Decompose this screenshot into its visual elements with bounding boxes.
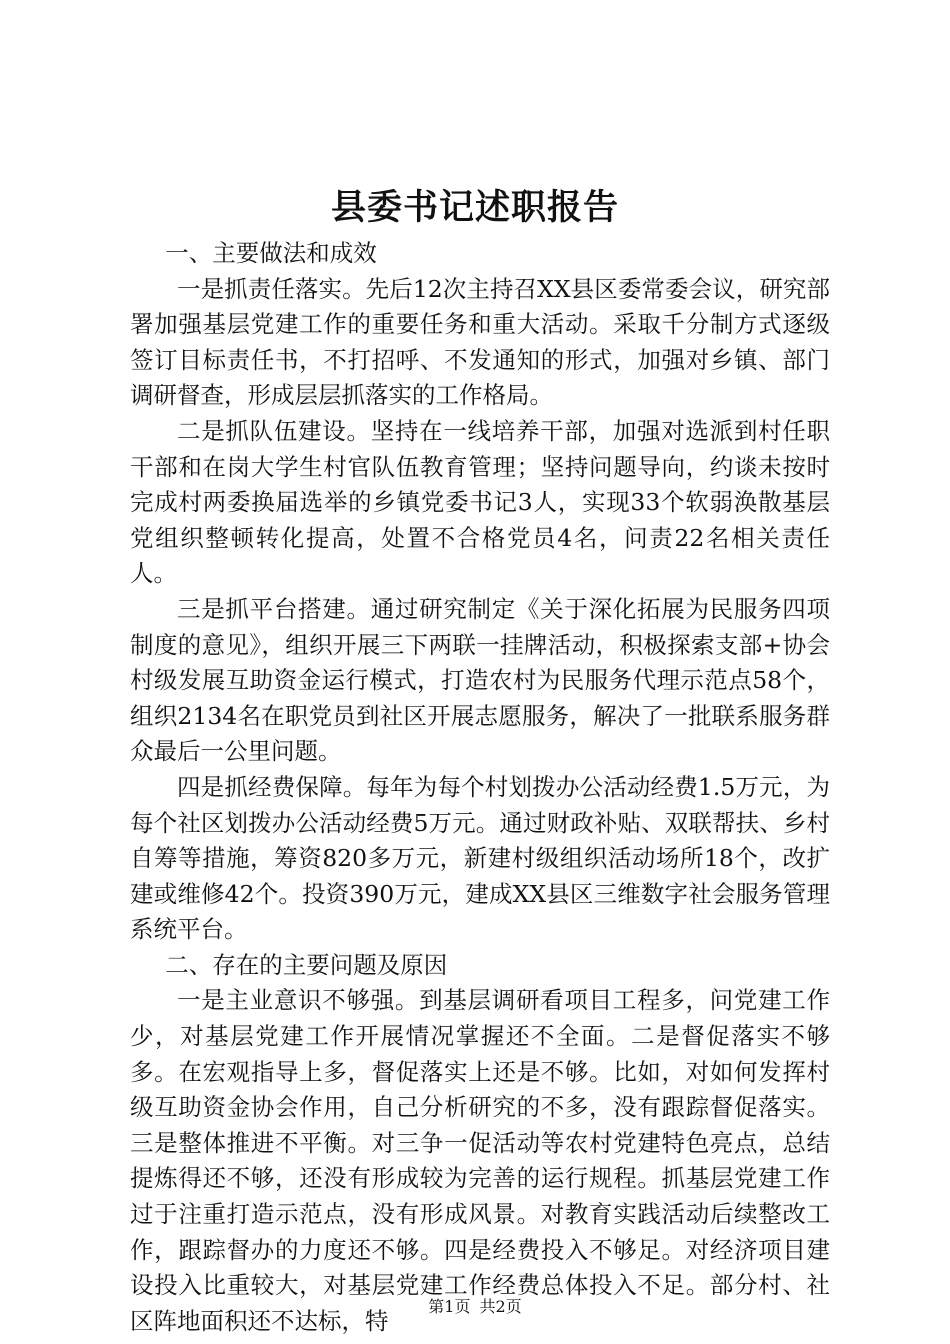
document-title: 县委书记述职报告 — [330, 187, 619, 228]
document-body — [130, 236, 830, 1339]
paragraph-platform: 三是抓平台搭建。通过研究制定《关于深化拓展为民服务四项制度的意见》，组织开展三下两联一挂牌活动，积极探索支部+协会村级发展互助资金运行模式，打造农村为民服务代理示范点58个，组织2134名在职党员到社区开展志愿服务，解决了一批联系服务群众最后一公里问题。 — [130, 594, 830, 766]
page-footer — [0, 1296, 950, 1318]
section-heading-1: 一、主要做法和成效 — [165, 239, 377, 267]
paragraph-problems: 一是主业意识不够强。到基层调研看项目工程多，问党建工作少，对基层党建工作开展情况掌握还不全面。二是督促落实不够多。在宏观指导上多，督促落实上还是不够。比如，对如何发挥村级互助资金协会作用，自己分析研究的不多，没有跟踪督促落实。三是整体推进不平衡。对三争一促活动等农村党建特色亮点，总结提炼得还不够，还没有形成较为完善的运行规程。抓基层党建工作过于注重打造示范点，没有形成风景。对教育实践活动后续整改工作，跟踪督办的力度还不够。四是经费投入不够足。对经济项目建设投入比重较大，对基层党建工作经费总体投入不足。部分村、社区阵地面积还不达标，特 — [130, 986, 830, 1335]
paragraph-funding: 四是抓经费保障。每年为每个村划拨办公活动经费1.5万元，为每个社区划拨办公活动经费5万元。通过财政补贴、双联帮扶、乡村自筹等措施，筹资820多万元，新建村级组织活动场所18个，改扩建或维修42个。投资390万元，建成XX县区三维数字社会服务管理系统平台。 — [130, 772, 830, 944]
page-total: 共2页 — [479, 1297, 522, 1316]
paragraph-responsibility: 一是抓责任落实。先后12次主持召XX县区委常委会议，研究部署加强基层党建工作的重要任务和重大活动。采取千分制方式逐级签订目标责任书，不打招呼、不发通知的形式，加强对乡镇、部门调研督查，形成层层抓落实的工作格局。 — [130, 274, 830, 410]
page-number: 第1页 — [428, 1297, 471, 1316]
paragraph-team-building: 二是抓队伍建设。坚持在一线培养干部，加强对选派到村任职干部和在岗大学生村官队伍教育管理；坚持问题导向，约谈未按时完成村两委换届选举的乡镇党委书记3人，实现33个软弱涣散基层党组织整顿转化提高，处置不合格党员4名，问责22名相关责任人。 — [130, 416, 830, 588]
section-heading-2: 二、存在的主要问题及原因 — [165, 950, 448, 979]
